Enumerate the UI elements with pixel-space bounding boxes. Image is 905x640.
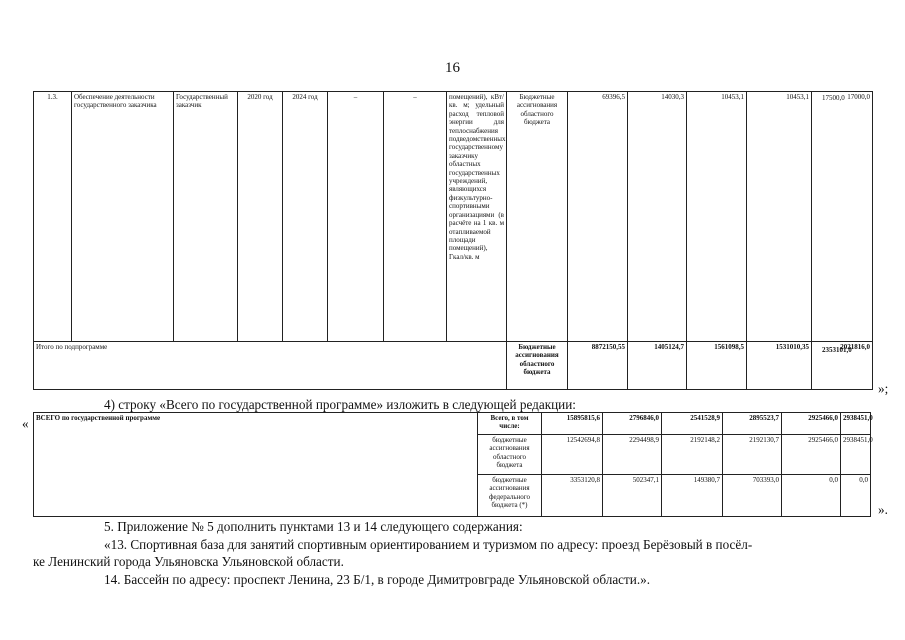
row-indicator: помещений), кВт/кв. м; удельный расход тепловой энергии для теплоснабжения подведомственных государственному заказчику областных государственных учреждений, являющихся физкультурно-спортивными организациями (в расчёте на 1 кв. м отапливаемой площади помещений), Гкал/кв. м	[447, 92, 507, 342]
total-value: 2938451,0	[841, 413, 871, 435]
total-value: 2796846,0	[603, 413, 662, 435]
total-value: 2925466,0	[782, 435, 841, 475]
total-value: 2938451,0	[841, 435, 871, 475]
total-value: 3353120,8	[542, 475, 603, 517]
row-executor: Государственный заказчик	[174, 92, 238, 342]
table-row	[34, 413, 871, 435]
row-start-year: 2020 год	[238, 92, 283, 342]
row-dash-2: –	[384, 92, 447, 342]
row-value-last: 17500,0	[822, 94, 845, 102]
total-value: 12542694,8	[542, 435, 603, 475]
paragraph-4: 4) строку «Всего по государственной программе» изложить в следующей редакции:	[104, 397, 576, 412]
total-source: бюджетные ассигнования областного бюджета	[478, 435, 542, 475]
item-13-line-2: ке Ленинский города Ульяновска Ульяновской области.	[33, 554, 344, 569]
item-13-line-1: «13. Спортивная база для занятий спортивным ориентированием и туризмом по адресу: проезд Берёзовый в посёл-	[104, 537, 753, 552]
table-row	[34, 342, 873, 390]
row-value: 10453,1	[687, 92, 747, 342]
subtotal-value: 8872150,55	[568, 342, 628, 390]
total-value: 149380,7	[662, 475, 723, 517]
total-source: Всего, в том числе:	[478, 413, 542, 435]
total-value: 0,0	[841, 475, 871, 517]
row-dash-1: –	[328, 92, 384, 342]
total-source: бюджетные ассигнования федерального бюджета (*)	[478, 475, 542, 517]
total-table	[33, 412, 871, 517]
row-value: 10453,1	[747, 92, 812, 342]
closing-quote-dot: ».	[878, 502, 888, 517]
subtotal-label: Итого по подпрограмме	[34, 342, 507, 390]
total-value: 2192148,2	[662, 435, 723, 475]
row-value: 69396,5	[568, 92, 628, 342]
subtotal-value: 1405124,7	[628, 342, 687, 390]
total-value: 2541528,9	[662, 413, 723, 435]
total-value: 2895523,7	[723, 413, 782, 435]
total-value: 0,0	[782, 475, 841, 517]
row-value: 14030,3	[628, 92, 687, 342]
closing-quote-semicolon: »;	[878, 381, 889, 396]
row-end-year: 2024 год	[283, 92, 328, 342]
subtotal-source: Бюджетные ассигнования областного бюджета	[507, 342, 568, 390]
row-number: 1.3.	[34, 92, 72, 342]
total-value: 15895815,6	[542, 413, 603, 435]
subtotal-value: 2021816,0	[812, 342, 873, 390]
total-value: 502347,1	[603, 475, 662, 517]
page-number: 16	[445, 60, 460, 76]
open-quote: «	[22, 416, 29, 431]
subtotal-value: 1531010,35	[747, 342, 812, 390]
subtotal-value-last: 2353101,0	[822, 346, 852, 354]
row-name: Обеспечение деятельности государственного заказчика	[72, 92, 174, 342]
subtotal-value: 1561098,5	[687, 342, 747, 390]
paragraph-5: 5. Приложение № 5 дополнить пунктами 13 и 14 следующего содержания:	[104, 519, 523, 534]
row-source: Бюджетные ассигнования областного бюджета	[507, 92, 568, 342]
total-value: 2294498,9	[603, 435, 662, 475]
total-value: 2925466,0	[782, 413, 841, 435]
total-value: 703393,0	[723, 475, 782, 517]
total-label: ВСЕГО по государственной программе	[34, 413, 478, 517]
table-row	[34, 92, 873, 342]
total-value: 2192130,7	[723, 435, 782, 475]
item-14: 14. Бассейн по адресу: проспект Ленина, 23 Б/1, в городе Димитровграде Ульяновской области.».	[104, 572, 651, 587]
row-value: 17000,0	[812, 92, 873, 342]
subprogram-table	[33, 91, 873, 390]
